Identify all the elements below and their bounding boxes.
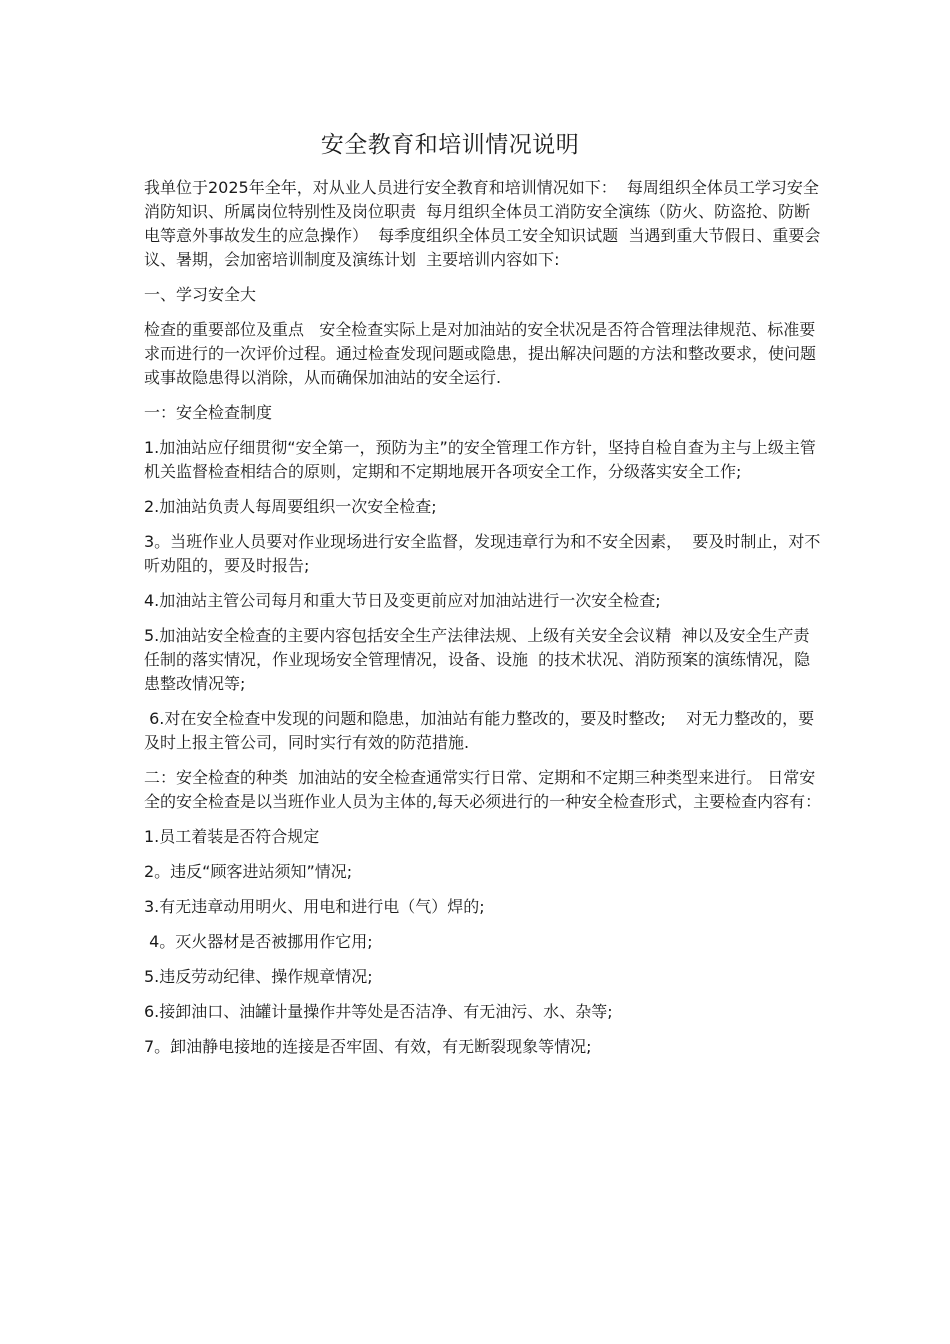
document-title: 安全教育和培训情况说明 [320,132,580,158]
document-body [144,176,824,1070]
paragraph-rule-1: 1.加油站应仔细贯彻“安全第一，预防为主”的安全管理工作方针，坚持自检自查为主与上级主管机关监督检查相结合的原则，定期和不定期地展开各项安全工作，分级落实安全工作; [144,438,816,481]
paragraph-rule-3: 3。当班作业人员要对作业现场进行安全监督，发现违章行为和不安全因素， 要及时制止，对不听劝阻的，要及时报告; [144,532,821,575]
paragraph-intro: 我单位于2025年全年，对从业人员进行安全教育和培训情况如下： 每周组织全体员工学习安全消防知识、所属岗位特别性及岗位职责 每月组织全体员工消防安全演练（防火、防盗抢、防断电等意外事故发生的应急操作） 每季度组织全体员工安全知识试题 当遇到重大节假日、重要会议、暑期，会加密培训制度及演练计划 主要培训内容如下: [144,178,821,269]
paragraph-rule-2: 2.加油站负责人每周要组织一次安全检查; [144,497,437,516]
paragraph-inspection-key-points: 检查的重要部位及重点 安全检查实际上是对加油站的安全状况是否符合管理法律规范、标准要求而进行的一次评价过程。通过检查发现问题或隐患，提出解决问题的方法和整改要求，使问题或事故隐患得以消除，从而确保加油站的安全运行. [144,320,817,387]
paragraph-heading-inspection-system: 一：安全检查制度 [144,403,273,422]
list-item-2: 2。违反“顾客进站须知”情况; [144,862,353,881]
paragraph-inspection-types: 二：安全检查的种类 加油站的安全检查通常实行日常、定期和不定期三种类型来进行。 日常安全的安全检查是以当班作业人员为主体的,每天必须进行的一种安全检查形式，主要检查内容有： [144,768,822,811]
list-item-1: 1.员工着装是否符合规定 [144,827,320,846]
paragraph-rule-4: 4.加油站主管公司每月和重大节日及变更前应对加油站进行一次安全检查; [144,591,661,610]
list-item-7: 7。卸油静电接地的连接是否牢固、有效，有无断裂现象等情况; [144,1037,592,1056]
list-item-5: 5.违反劳动纪律、操作规章情况; [144,967,373,986]
list-item-4: 4。灭火器材是否被挪用作它用; [144,932,373,951]
paragraph-rule-5: 5.加油站安全检查的主要内容包括安全生产法律法规、上级有关安全会议精 神以及安全生产责任制的落实情况，作业现场安全管理情况，设备、设施 的技术状况、消防预案的演练情况，隐患整改情况等; [144,626,811,693]
paragraph-rule-6: 6.对在安全检查中发现的问题和隐患，加油站有能力整改的，要及时整改; 对无力整改的，要及时上报主管公司，同时实行有效的防范措施. [144,709,815,752]
list-item-3: 3.有无违章动用明火、用电和进行电（气）焊的; [144,897,485,916]
list-item-6: 6.接卸油口、油罐计量操作井等处是否洁净、有无油污、水、杂等; [144,1002,613,1021]
paragraph-heading-study: 一、学习安全大 [144,285,257,304]
